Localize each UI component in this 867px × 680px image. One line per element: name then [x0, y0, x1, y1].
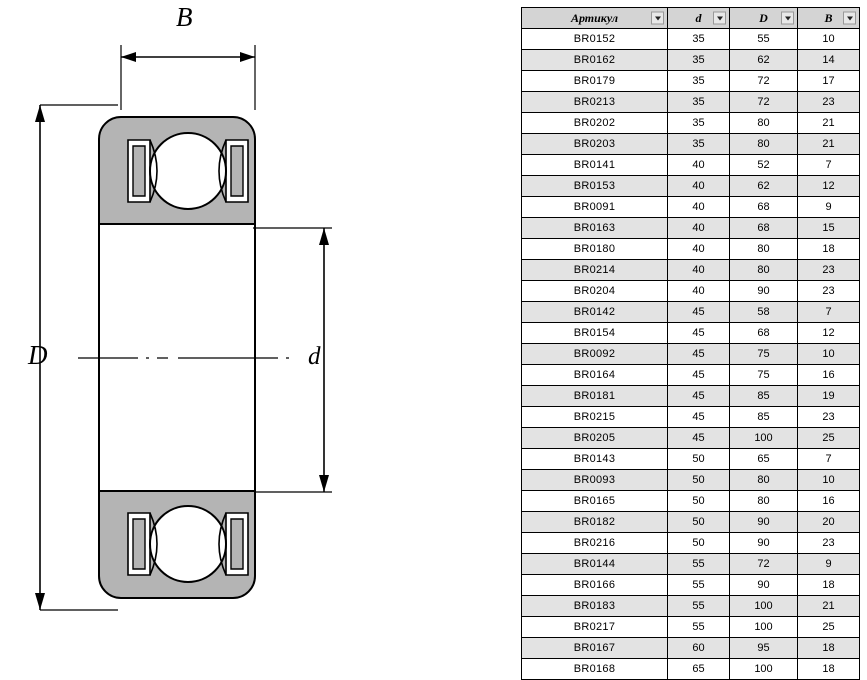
table-cell-D: 80 [730, 134, 798, 155]
table-row[interactable] [522, 239, 860, 260]
label-B: B [176, 2, 193, 32]
table-cell-art: BR0214 [522, 260, 668, 281]
table-cell-d: 35 [668, 29, 730, 50]
table-cell-d: 40 [668, 176, 730, 197]
table-cell-D: 85 [730, 407, 798, 428]
table-cell-art: BR0165 [522, 491, 668, 512]
table-cell-B: 12 [798, 176, 860, 197]
table-cell-d: 65 [668, 659, 730, 680]
table-cell-B: 20 [798, 512, 860, 533]
column-header-B[interactable] [798, 8, 860, 29]
table-cell-art: BR0167 [522, 638, 668, 659]
table-cell-d: 45 [668, 407, 730, 428]
table-cell-D: 100 [730, 428, 798, 449]
table-cell-D: 68 [730, 197, 798, 218]
table-cell-art: BR0091 [522, 197, 668, 218]
table-row[interactable] [522, 554, 860, 575]
table-row[interactable] [522, 155, 860, 176]
table-cell-D: 100 [730, 659, 798, 680]
table-row[interactable] [522, 134, 860, 155]
table-cell-art: BR0166 [522, 575, 668, 596]
table-cell-art: BR0181 [522, 386, 668, 407]
table-cell-D: 65 [730, 449, 798, 470]
table-cell-d: 40 [668, 260, 730, 281]
table-cell-D: 62 [730, 50, 798, 71]
table-cell-art: BR0141 [522, 155, 668, 176]
table-cell-art: BR0183 [522, 596, 668, 617]
table-cell-d: 45 [668, 386, 730, 407]
column-header-D-label: D [759, 10, 768, 25]
table-row[interactable] [522, 344, 860, 365]
table-row[interactable] [522, 428, 860, 449]
table-cell-d: 50 [668, 491, 730, 512]
filter-dropdown-B[interactable] [843, 12, 856, 25]
table-cell-d: 50 [668, 470, 730, 491]
table-cell-d: 35 [668, 71, 730, 92]
chevron-down-icon [847, 16, 853, 20]
table-row[interactable] [522, 470, 860, 491]
column-header-D[interactable] [730, 8, 798, 29]
table-cell-B: 23 [798, 92, 860, 113]
table-cell-art: BR0144 [522, 554, 668, 575]
table-cell-B: 25 [798, 617, 860, 638]
table-cell-D: 52 [730, 155, 798, 176]
header-row [522, 8, 860, 29]
table-cell-B: 23 [798, 281, 860, 302]
table-cell-art: BR0163 [522, 218, 668, 239]
table-row[interactable] [522, 449, 860, 470]
filter-dropdown-d[interactable] [713, 12, 726, 25]
table-cell-art: BR0143 [522, 449, 668, 470]
table-cell-B: 10 [798, 29, 860, 50]
table-cell-B: 10 [798, 470, 860, 491]
table-cell-B: 14 [798, 50, 860, 71]
table-cell-art: BR0216 [522, 533, 668, 554]
table-cell-art: BR0204 [522, 281, 668, 302]
table-row[interactable] [522, 386, 860, 407]
table-cell-art: BR0092 [522, 344, 668, 365]
table-cell-B: 15 [798, 218, 860, 239]
table-row[interactable] [522, 260, 860, 281]
column-header-d[interactable] [668, 8, 730, 29]
table-cell-B: 23 [798, 533, 860, 554]
table-cell-D: 95 [730, 638, 798, 659]
spec-table-container [521, 7, 859, 675]
table-cell-D: 55 [730, 29, 798, 50]
table-cell-B: 21 [798, 596, 860, 617]
table-cell-d: 45 [668, 344, 730, 365]
table-cell-d: 40 [668, 155, 730, 176]
table-cell-B: 18 [798, 638, 860, 659]
table-cell-B: 23 [798, 407, 860, 428]
table-cell-art: BR0153 [522, 176, 668, 197]
table-row[interactable] [522, 176, 860, 197]
table-cell-d: 55 [668, 596, 730, 617]
table-cell-art: BR0213 [522, 92, 668, 113]
column-header-article-label: Артикул [570, 10, 619, 25]
table-cell-B: 10 [798, 344, 860, 365]
table-row[interactable] [522, 197, 860, 218]
table-cell-B: 18 [798, 239, 860, 260]
table-cell-D: 90 [730, 575, 798, 596]
table-cell-D: 80 [730, 491, 798, 512]
table-cell-d: 40 [668, 218, 730, 239]
filter-dropdown-D[interactable] [781, 12, 794, 25]
spec-table-body [522, 29, 860, 680]
table-row[interactable] [522, 407, 860, 428]
table-cell-D: 85 [730, 386, 798, 407]
table-cell-B: 19 [798, 386, 860, 407]
table-cell-art: BR0154 [522, 323, 668, 344]
bearing-lower-ring [99, 491, 255, 598]
table-row[interactable] [522, 575, 860, 596]
table-cell-D: 90 [730, 281, 798, 302]
table-cell-D: 68 [730, 323, 798, 344]
table-cell-B: 9 [798, 554, 860, 575]
table-row[interactable] [522, 323, 860, 344]
table-cell-d: 45 [668, 365, 730, 386]
table-cell-d: 50 [668, 533, 730, 554]
table-cell-d: 35 [668, 92, 730, 113]
table-row[interactable] [522, 71, 860, 92]
table-cell-d: 60 [668, 638, 730, 659]
table-cell-D: 100 [730, 617, 798, 638]
label-d: d [308, 343, 321, 370]
table-cell-B: 16 [798, 365, 860, 386]
table-row[interactable] [522, 218, 860, 239]
table-cell-D: 100 [730, 596, 798, 617]
table-cell-art: BR0215 [522, 407, 668, 428]
table-row[interactable] [522, 281, 860, 302]
table-cell-d: 45 [668, 302, 730, 323]
table-cell-B: 9 [798, 197, 860, 218]
table-cell-B: 7 [798, 449, 860, 470]
table-row[interactable] [522, 365, 860, 386]
table-cell-D: 80 [730, 470, 798, 491]
table-cell-art: BR0203 [522, 134, 668, 155]
label-D: D [28, 340, 48, 370]
table-cell-art: BR0168 [522, 659, 668, 680]
table-cell-d: 45 [668, 428, 730, 449]
table-cell-B: 23 [798, 260, 860, 281]
table-cell-D: 68 [730, 218, 798, 239]
table-cell-art: BR0180 [522, 239, 668, 260]
column-header-d-label: d [695, 10, 702, 25]
table-row[interactable] [522, 512, 860, 533]
table-cell-d: 35 [668, 50, 730, 71]
table-cell-B: 18 [798, 659, 860, 680]
table-row[interactable] [522, 50, 860, 71]
chevron-down-icon [655, 16, 661, 20]
table-cell-d: 55 [668, 575, 730, 596]
table-cell-D: 72 [730, 554, 798, 575]
bearing-upper-ring [99, 117, 255, 224]
spec-table [521, 7, 860, 680]
chevron-down-icon [717, 16, 723, 20]
table-cell-D: 72 [730, 92, 798, 113]
table-cell-D: 80 [730, 260, 798, 281]
table-cell-d: 40 [668, 239, 730, 260]
table-cell-D: 75 [730, 344, 798, 365]
table-row[interactable] [522, 533, 860, 554]
table-cell-d: 40 [668, 281, 730, 302]
table-cell-d: 50 [668, 449, 730, 470]
column-header-B-label: B [824, 10, 833, 25]
table-cell-d: 55 [668, 554, 730, 575]
table-cell-d: 35 [668, 134, 730, 155]
table-cell-art: BR0164 [522, 365, 668, 386]
table-row[interactable] [522, 638, 860, 659]
column-header-article[interactable] [522, 8, 668, 29]
table-cell-art: BR0182 [522, 512, 668, 533]
dimension-B [121, 45, 255, 110]
table-cell-d: 45 [668, 323, 730, 344]
table-row[interactable] [522, 596, 860, 617]
table-cell-D: 80 [730, 239, 798, 260]
table-cell-art: BR0202 [522, 113, 668, 134]
table-cell-d: 50 [668, 512, 730, 533]
table-cell-B: 21 [798, 134, 860, 155]
table-cell-D: 58 [730, 302, 798, 323]
table-cell-d: 55 [668, 617, 730, 638]
table-cell-B: 7 [798, 302, 860, 323]
table-cell-D: 72 [730, 71, 798, 92]
table-cell-art: BR0179 [522, 71, 668, 92]
table-cell-D: 80 [730, 113, 798, 134]
table-cell-B: 12 [798, 323, 860, 344]
table-cell-D: 90 [730, 512, 798, 533]
table-row[interactable] [522, 113, 860, 134]
table-cell-D: 62 [730, 176, 798, 197]
table-cell-D: 90 [730, 533, 798, 554]
table-cell-B: 7 [798, 155, 860, 176]
table-row[interactable] [522, 491, 860, 512]
spec-table-head [522, 8, 860, 29]
table-row[interactable] [522, 29, 860, 50]
table-row[interactable] [522, 617, 860, 638]
filter-dropdown-article[interactable] [651, 12, 664, 25]
table-cell-B: 17 [798, 71, 860, 92]
table-row[interactable] [522, 302, 860, 323]
table-cell-B: 21 [798, 113, 860, 134]
table-cell-art: BR0152 [522, 29, 668, 50]
table-row[interactable] [522, 92, 860, 113]
table-cell-art: BR0162 [522, 50, 668, 71]
table-cell-d: 40 [668, 197, 730, 218]
table-cell-art: BR0093 [522, 470, 668, 491]
table-cell-d: 35 [668, 113, 730, 134]
table-cell-art: BR0142 [522, 302, 668, 323]
table-row[interactable] [522, 659, 860, 680]
table-cell-art: BR0205 [522, 428, 668, 449]
table-cell-B: 18 [798, 575, 860, 596]
table-cell-B: 25 [798, 428, 860, 449]
table-cell-D: 75 [730, 365, 798, 386]
table-cell-B: 16 [798, 491, 860, 512]
table-cell-art: BR0217 [522, 617, 668, 638]
chevron-down-icon [785, 16, 791, 20]
